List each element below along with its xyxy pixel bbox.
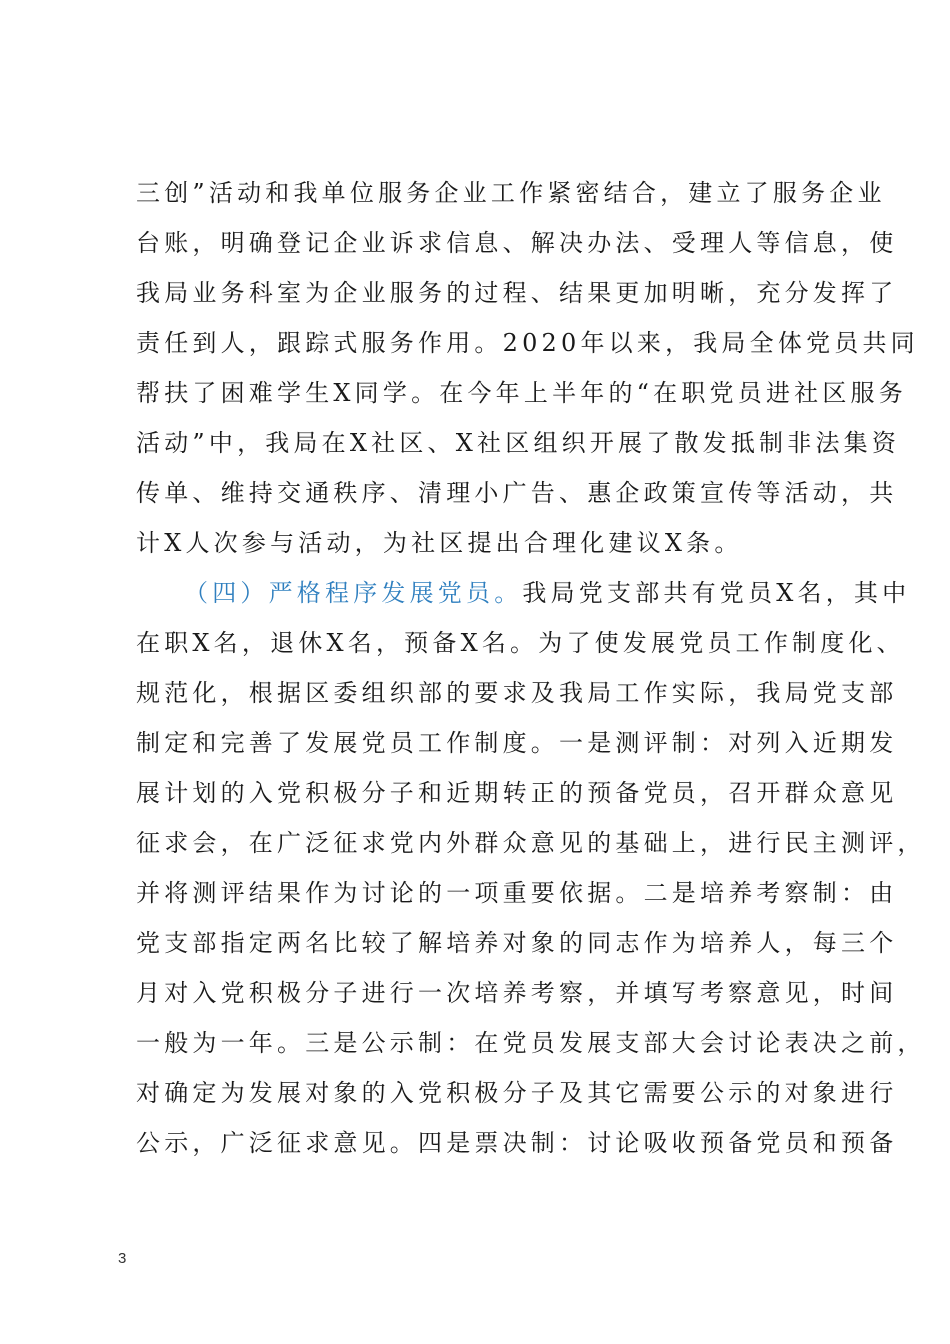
page-number: 3 [118, 1250, 127, 1267]
section-first-line [136, 568, 911, 618]
paragraph-line: 对确定为发展对象的入党积极分子及其它需要公示的对象进行 [136, 1079, 898, 1107]
paragraph-line: 我局业务科室为企业服务的过程、结果更加明晰，充分发挥了 [136, 279, 898, 307]
paragraph-text: 我局党支部共有党员X名，其中 [522, 579, 911, 607]
paragraph-line: 台账，明确登记企业诉求信息、解决办法、受理人等信息，使 [136, 229, 898, 257]
paragraph-line: 公示，广泛征求意见。四是票决制：讨论吸收预备党员和预备 [136, 1129, 898, 1157]
paragraph-line: 活动”中，我局在X社区、X社区组织开展了散发抵制非法集资 [136, 429, 901, 457]
section-heading: （四）严格程序发展党员。 [184, 579, 523, 607]
paragraph-line: 责任到人，跟踪式服务作用。2020年以来，我局全体党员共同 [136, 329, 919, 357]
paragraph-line: 在职X名，退休X名，预备X名。为了使发展党员工作制度化、 [136, 629, 905, 657]
document-body [136, 168, 926, 1168]
paragraph-line: 月对入党积极分子进行一次培养考察，并填写考察意见，时间 [136, 979, 898, 1007]
paragraph-line: 党支部指定两名比较了解培养对象的同志作为培养人，每三个 [136, 929, 898, 957]
paragraph-line: 规范化，根据区委组织部的要求及我局工作实际，我局党支部 [136, 679, 898, 707]
paragraph-line: 计X人次参与活动，为社区提出合理化建议X条。 [136, 529, 743, 557]
paragraph-line: 并将测评结果作为讨论的一项重要依据。二是培养考察制：由 [136, 879, 898, 907]
paragraph-line: 展计划的入党积极分子和近期转正的预备党员，召开群众意见 [136, 779, 898, 807]
paragraph-line: 三创”活动和我单位服务企业工作紧密结合，建立了服务企业 [136, 179, 886, 207]
paragraph-line: 传单、维持交通秩序、清理小广告、惠企政策宣传等活动，共 [136, 479, 898, 507]
paragraph-line: 帮扶了困难学生X同学。在今年上半年的“在职党员进社区服务 [136, 379, 907, 407]
paragraph-line: 制定和完善了发展党员工作制度。一是测评制：对列入近期发 [136, 729, 898, 757]
paragraph-line: 征求会，在广泛征求党内外群众意见的基础上，进行民主测评， [136, 829, 926, 857]
paragraph-line: 一般为一年。三是公示制：在党员发展支部大会讨论表决之前， [136, 1029, 926, 1057]
